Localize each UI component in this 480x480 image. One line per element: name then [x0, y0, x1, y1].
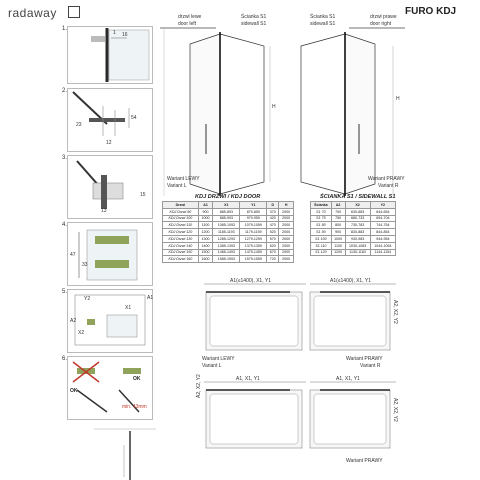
table-cell: 900: [331, 229, 345, 236]
table-cell: 1185-1193: [213, 229, 240, 236]
sidewall-spec-table: [310, 201, 396, 256]
table-cell: 1100: [331, 242, 345, 249]
table-cell: 420: [267, 215, 279, 222]
table-header-row: [163, 202, 294, 209]
sidewall-left-label-en: sidewall S1: [241, 21, 267, 27]
variant-left-label: Wariant LEWY: [167, 176, 200, 182]
plan-bottom-left: [200, 378, 310, 458]
table-cell: 1300: [198, 235, 213, 242]
plan-top-left-variant-en: Variant L: [202, 363, 222, 369]
brand-logo-mark: [68, 6, 80, 18]
table-cell: 1400: [198, 242, 213, 249]
table-cell: KDJ Drzwi 90: [163, 208, 199, 215]
step-3-dim-15: 15: [140, 192, 146, 198]
brand-logo-text: radaway: [8, 6, 57, 20]
table-cell: S1 75: [311, 215, 332, 222]
table-cell: 2000: [279, 229, 294, 236]
step-2-dim-54: 54: [131, 115, 137, 121]
table-cell: KDJ Drzwi 160: [163, 256, 199, 263]
table-cell: 879-859: [240, 208, 267, 215]
step-1-dim-b: 1: [113, 30, 116, 36]
table-cell: S1 120: [311, 249, 332, 256]
table-cell: 680-733: [345, 215, 370, 222]
step-3-illustration: [67, 155, 151, 217]
door-right-label-en: door right: [370, 21, 392, 27]
step-1-illustration: [67, 26, 151, 82]
table-row: [163, 249, 294, 256]
table-cell: KDJ Drzwi 120: [163, 229, 199, 236]
table-cell: 944-954: [370, 235, 395, 242]
step-1-number: 1.: [62, 26, 68, 32]
table-header-cell: Y1: [240, 202, 267, 209]
plan-top-right-variant: Wariant PRAWY: [346, 356, 383, 362]
door-left-label: drzwi lewe: [178, 14, 202, 20]
step-4-illustration: [67, 222, 151, 284]
step-5-number: 5.: [62, 289, 68, 295]
elevation-right-drawing: [285, 24, 405, 200]
table-cell: 885-993: [213, 215, 240, 222]
step-2-dim-23: 23: [76, 122, 82, 128]
table-cell: 2000: [279, 242, 294, 249]
plan-top-right-a1: A1(≤1400), X1, Y1: [330, 278, 372, 284]
table-cell: S1 100: [311, 235, 332, 242]
plan-bottom-left-a1: A1, X1, Y1: [236, 376, 260, 382]
table-cell: S1 80: [311, 222, 332, 229]
table-cell: 1044-1054: [370, 242, 395, 249]
door-right-label: drzwi prawe: [370, 14, 397, 20]
sidewall-right-label: Ścianka S1: [310, 14, 336, 20]
table-cell: 370: [267, 208, 279, 215]
table-cell: 694-704: [370, 215, 395, 222]
plan-bottom-left-side: A2, X2, Y2: [196, 374, 202, 398]
plan-bottom-right-side: A2, X2, Y2: [392, 398, 398, 422]
table-cell: 2000: [279, 222, 294, 229]
table-row: [311, 235, 396, 242]
step-7-illustration: [90, 425, 160, 480]
table-cell: 570: [267, 235, 279, 242]
door-spec-table: [162, 201, 294, 263]
plan-top-left-variant: Wariant LEWY: [202, 356, 235, 362]
step-6-min-43: min. 43mm: [122, 404, 147, 410]
step-4-dim-33: 33: [82, 262, 88, 268]
table-cell: 744-754: [370, 222, 395, 229]
step-6-number: 6.: [62, 356, 68, 362]
table-row: [311, 215, 396, 222]
table-header-cell: X2: [345, 202, 370, 209]
table-header-cell: Drzwi: [163, 202, 199, 209]
table-cell: 1479-1459: [240, 249, 267, 256]
table-header-cell: Ścianka: [311, 202, 332, 209]
table-cell: S1 110: [311, 242, 332, 249]
table-cell: 800: [331, 222, 345, 229]
table-cell: KDJ Drzwi 140: [163, 242, 199, 249]
step-6-ok-label-1: OK: [70, 388, 78, 394]
table-cell: 1000: [198, 215, 213, 222]
table-cell: KDJ Drzwi 130: [163, 235, 199, 242]
table-cell: 2000: [279, 208, 294, 215]
step-5-a1: A1: [147, 295, 154, 301]
plan-top-left: [200, 280, 310, 360]
table-cell: 1100: [198, 222, 213, 229]
plan-bottom-right-a1: A1, X1, Y1: [336, 376, 360, 382]
table-row: [163, 215, 294, 222]
table-cell: 1385-1393: [213, 242, 240, 249]
step-5-a2: A2: [70, 318, 77, 324]
table-cell: 1079-1059: [240, 222, 267, 229]
door-left-label-en: door left: [178, 21, 197, 27]
plan-top-right-variant-en: Variant R: [360, 363, 381, 369]
table-cell: 1379-1359: [240, 242, 267, 249]
step-1-dim-a: 16: [122, 32, 128, 38]
table-header-row: [311, 202, 396, 209]
step-4-number: 4.: [62, 222, 68, 228]
table-cell: 520: [267, 229, 279, 236]
plan-top-left-a1: A1(≤1400), X1, Y1: [230, 278, 272, 284]
table-cell: 1285-1293: [213, 235, 240, 242]
wall-table-title: ŚCIANKA S1 / SIDEWALL S1: [320, 194, 396, 200]
step-5-x1: X1: [125, 305, 132, 311]
step-6-ok-label-2: OK: [133, 376, 141, 382]
table-cell: 730-783: [345, 222, 370, 229]
table-row: [311, 208, 396, 215]
table-row: [163, 242, 294, 249]
table-cell: 1130-1183: [345, 249, 370, 256]
step-3-dim-13: 13: [101, 208, 107, 214]
table-header-cell: X1: [213, 202, 240, 209]
table-cell: 644-654: [370, 208, 395, 215]
table-header-cell: H: [279, 202, 294, 209]
table-cell: 1500: [198, 249, 213, 256]
step-4-dim-47: 47: [70, 252, 76, 258]
table-cell: 1085-1093: [213, 222, 240, 229]
table-header-cell: D: [267, 202, 279, 209]
table-cell: 930-983: [345, 235, 370, 242]
plan-bottom-right-variant: Wariant PRAWY: [346, 458, 383, 464]
table-cell: KDJ Drzwi 150: [163, 249, 199, 256]
plan-top-right-side: A2, X2, Y2: [392, 300, 398, 324]
table-cell: 2000: [279, 256, 294, 263]
table-cell: 1579-1559: [240, 256, 267, 263]
table-cell: 750: [331, 215, 345, 222]
step-5-illustration: [67, 289, 154, 351]
step-2-dim-12: 12: [106, 140, 112, 146]
table-cell: 2000: [279, 249, 294, 256]
table-cell: 720: [267, 256, 279, 263]
table-cell: 979-959: [240, 215, 267, 222]
table-row: [311, 222, 396, 229]
step-5-x2: X2: [78, 330, 85, 336]
table-cell: 900: [198, 208, 213, 215]
elevation-right-h: H: [396, 96, 400, 102]
step-2-number: 2.: [62, 88, 68, 94]
table-cell: 830-883: [345, 229, 370, 236]
variant-l-label: Variant L: [167, 183, 187, 189]
table-header-cell: Y2: [370, 202, 395, 209]
table-cell: 1585-1593: [213, 256, 240, 263]
table-cell: 470: [267, 222, 279, 229]
table-cell: 700: [331, 208, 345, 215]
table-cell: 885-893: [213, 208, 240, 215]
table-row: [311, 229, 396, 236]
table-cell: 1030-1083: [345, 242, 370, 249]
table-cell: 2000: [279, 235, 294, 242]
table-cell: 670: [267, 249, 279, 256]
product-title: FURO KDJ: [405, 6, 457, 17]
table-row: [163, 222, 294, 229]
door-table-title: KDJ DRZWI / KDJ DOOR: [195, 194, 261, 200]
table-cell: 2000: [279, 215, 294, 222]
table-cell: 1485-1493: [213, 249, 240, 256]
step-5-y2: Y2: [84, 296, 91, 302]
table-row: [163, 229, 294, 236]
table-cell: KDJ Drzwi 110: [163, 222, 199, 229]
elevation-left-drawing: [160, 24, 280, 200]
sidewall-right-label-en: sidewall S1: [310, 21, 336, 27]
table-cell: S1 90: [311, 229, 332, 236]
step-3-number: 3.: [62, 155, 68, 161]
table-cell: 620: [267, 242, 279, 249]
variant-right-label: Wariant PRAWY: [368, 176, 405, 182]
plan-top-right: [300, 280, 400, 360]
table-row: [311, 249, 396, 256]
table-cell: KDJ Drzwi 100: [163, 215, 199, 222]
elevation-left-h: H: [272, 104, 276, 110]
table-cell: 1000: [331, 235, 345, 242]
table-row: [163, 235, 294, 242]
variant-r-label: Variant R: [378, 183, 399, 189]
table-cell: 1200: [331, 249, 345, 256]
table-cell: 1144-1154: [370, 249, 395, 256]
table-cell: S1 70: [311, 208, 332, 215]
table-cell: 630-683: [345, 208, 370, 215]
table-row: [163, 256, 294, 263]
table-cell: 1179-1159: [240, 229, 267, 236]
table-cell: 844-854: [370, 229, 395, 236]
table-row: [163, 208, 294, 215]
table-cell: 1279-1259: [240, 235, 267, 242]
table-cell: 1200: [198, 229, 213, 236]
sidewall-left-label: Ścianka S1: [241, 14, 267, 20]
table-header-cell: A2: [331, 202, 345, 209]
table-cell: 1600: [198, 256, 213, 263]
table-header-cell: A1: [198, 202, 213, 209]
table-row: [311, 242, 396, 249]
plan-bottom-right: [300, 378, 400, 458]
